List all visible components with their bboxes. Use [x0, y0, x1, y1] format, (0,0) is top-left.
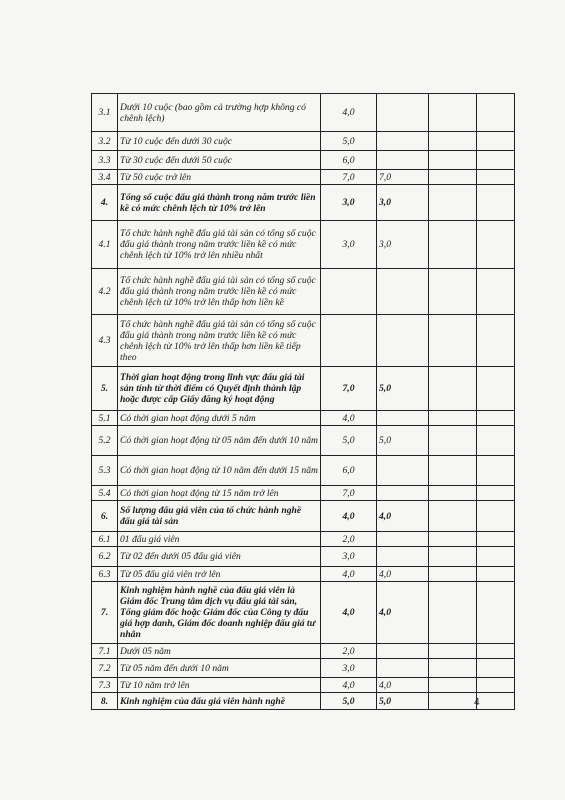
max-score-cell: 3,0 — [321, 659, 377, 678]
awarded-score-cell — [377, 151, 429, 170]
max-score-cell: 4,0 — [321, 501, 377, 532]
awarded-score-cell: 3,0 — [377, 185, 429, 221]
awarded-score-cell — [377, 547, 429, 567]
table-row — [92, 269, 515, 315]
scoring-table-body — [92, 94, 515, 710]
table-row — [92, 170, 515, 185]
criterion-text: Dưới 10 cuộc (bao gồm cả trường hợp không có chênh lệch) — [118, 94, 321, 132]
empty-cell — [477, 132, 515, 151]
max-score-cell: 5,0 — [321, 132, 377, 151]
row-number: 7. — [92, 582, 118, 644]
empty-cell — [429, 269, 477, 315]
empty-cell — [477, 185, 515, 221]
criterion-text: Từ 10 cuộc đến dưới 30 cuộc — [118, 132, 321, 151]
empty-cell — [477, 582, 515, 644]
max-score-cell: 6,0 — [321, 456, 377, 486]
max-score-cell: 7,0 — [321, 367, 377, 411]
empty-cell — [477, 269, 515, 315]
empty-cell — [429, 170, 477, 185]
page-number: 4 — [474, 697, 480, 708]
row-number: 5.3 — [92, 456, 118, 486]
table-row — [92, 185, 515, 221]
empty-cell — [477, 644, 515, 659]
empty-cell — [477, 221, 515, 269]
table-row — [92, 644, 515, 659]
criterion-text: Từ 02 đến dưới 05 đấu giá viên — [118, 547, 321, 567]
empty-cell — [477, 532, 515, 547]
criterion-text: Kinh nghiệm hành nghề của đấu giá viên là Giám đốc Trung tâm dịch vụ đấu giá tài sản, Tổng giám đốc hoặc Giám đốc của Công ty đấu giá hợp danh, Giám đốc doanh nghiệp đấu giá tư nhân — [118, 582, 321, 644]
empty-cell — [477, 501, 515, 532]
empty-cell — [429, 185, 477, 221]
row-number: 5. — [92, 367, 118, 411]
awarded-score-cell — [377, 94, 429, 132]
criterion-text: Có thời gian hoạt động từ 10 năm đến dưới 15 năm — [118, 456, 321, 486]
criterion-text: Tổng số cuộc đấu giá thành trong năm trước liền kề có mức chênh lệch từ 10% trở lên — [118, 185, 321, 221]
table-row — [92, 151, 515, 170]
empty-cell — [477, 170, 515, 185]
awarded-score-cell: 5,0 — [377, 367, 429, 411]
criterion-text: Số lượng đấu giá viên của tổ chức hành nghề đấu giá tài sản — [118, 501, 321, 532]
max-score-cell — [321, 315, 377, 367]
empty-cell — [477, 486, 515, 501]
awarded-score-cell: 5,0 — [377, 426, 429, 456]
table-row — [92, 567, 515, 582]
row-number: 4.2 — [92, 269, 118, 315]
empty-cell — [429, 315, 477, 367]
max-score-cell: 3,0 — [321, 547, 377, 567]
empty-cell — [477, 456, 515, 486]
max-score-cell: 7,0 — [321, 170, 377, 185]
empty-cell — [429, 151, 477, 170]
table-row — [92, 315, 515, 367]
empty-cell — [477, 678, 515, 693]
row-number: 5.1 — [92, 411, 118, 426]
criterion-text: Từ 05 đấu giá viên trở lên — [118, 567, 321, 582]
empty-cell — [429, 678, 477, 693]
max-score-cell: 5,0 — [321, 426, 377, 456]
criterion-text: Từ 10 năm trở lên — [118, 678, 321, 693]
awarded-score-cell: 4,0 — [377, 678, 429, 693]
empty-cell — [429, 94, 477, 132]
empty-cell — [429, 582, 477, 644]
table-row — [92, 411, 515, 426]
criterion-text: Từ 05 năm đến dưới 10 năm — [118, 659, 321, 678]
table-row — [92, 659, 515, 678]
empty-cell — [429, 501, 477, 532]
table-row — [92, 94, 515, 132]
criterion-text: Từ 30 cuộc đến dưới 50 cuộc — [118, 151, 321, 170]
empty-cell — [429, 567, 477, 582]
table-row — [92, 426, 515, 456]
max-score-cell: 2,0 — [321, 644, 377, 659]
table-row — [92, 693, 515, 710]
scoring-table — [91, 93, 515, 710]
awarded-score-cell: 4,0 — [377, 582, 429, 644]
criterion-text: Tổ chức hành nghề đấu giá tài sản có tổng số cuộc đấu giá thành trong năm trước liền kề có mức chênh lệch từ 10% trở lên thấp hơn liền kề — [118, 269, 321, 315]
criterion-text: Có thời gian hoạt động từ 15 năm trở lên — [118, 486, 321, 501]
row-number: 6.2 — [92, 547, 118, 567]
awarded-score-cell — [377, 486, 429, 501]
empty-cell — [429, 659, 477, 678]
row-number: 7.1 — [92, 644, 118, 659]
empty-cell — [429, 547, 477, 567]
row-number: 4.3 — [92, 315, 118, 367]
empty-cell — [429, 693, 477, 710]
awarded-score-cell — [377, 269, 429, 315]
criterion-text: Có thời gian hoạt động dưới 5 năm — [118, 411, 321, 426]
empty-cell — [477, 567, 515, 582]
empty-cell — [429, 532, 477, 547]
empty-cell — [477, 315, 515, 367]
table-row — [92, 456, 515, 486]
table-row — [92, 221, 515, 269]
max-score-cell: 6,0 — [321, 151, 377, 170]
empty-cell — [429, 367, 477, 411]
table-row — [92, 678, 515, 693]
table-row — [92, 582, 515, 644]
awarded-score-cell: 4,0 — [377, 567, 429, 582]
empty-cell — [477, 547, 515, 567]
max-score-cell: 3,0 — [321, 185, 377, 221]
max-score-cell — [321, 269, 377, 315]
max-score-cell: 2,0 — [321, 532, 377, 547]
empty-cell — [429, 486, 477, 501]
row-number: 3.3 — [92, 151, 118, 170]
row-number: 6.1 — [92, 532, 118, 547]
row-number: 6. — [92, 501, 118, 532]
criterion-text: Từ 50 cuộc trở lên — [118, 170, 321, 185]
row-number: 7.3 — [92, 678, 118, 693]
max-score-cell: 5,0 — [321, 693, 377, 710]
criterion-text: Có thời gian hoạt động từ 05 năm đến dưới 10 năm — [118, 426, 321, 456]
table-row — [92, 547, 515, 567]
table-row — [92, 501, 515, 532]
awarded-score-cell — [377, 132, 429, 151]
max-score-cell: 7,0 — [321, 486, 377, 501]
awarded-score-cell — [377, 644, 429, 659]
empty-cell — [429, 456, 477, 486]
table-row — [92, 532, 515, 547]
awarded-score-cell — [377, 315, 429, 367]
awarded-score-cell — [377, 659, 429, 678]
awarded-score-cell — [377, 456, 429, 486]
awarded-score-cell: 3,0 — [377, 221, 429, 269]
max-score-cell: 4,0 — [321, 567, 377, 582]
criterion-text: Kinh nghiệm của đấu giá viên hành nghề — [118, 693, 321, 710]
empty-cell — [429, 411, 477, 426]
empty-cell — [477, 659, 515, 678]
awarded-score-cell: 4,0 — [377, 501, 429, 532]
table-row — [92, 486, 515, 501]
criterion-text: Tổ chức hành nghề đấu giá tài sản có tổng số cuộc đấu giá thành trong năm trước liền kề có mức chênh lệch từ 10% trở lên nhiều nhất — [118, 221, 321, 269]
empty-cell — [429, 644, 477, 659]
criterion-text: Dưới 05 năm — [118, 644, 321, 659]
row-number: 4.1 — [92, 221, 118, 269]
awarded-score-cell: 7,0 — [377, 170, 429, 185]
row-number: 6.3 — [92, 567, 118, 582]
empty-cell — [477, 151, 515, 170]
empty-cell — [477, 94, 515, 132]
row-number: 3.4 — [92, 170, 118, 185]
empty-cell — [429, 221, 477, 269]
awarded-score-cell — [377, 411, 429, 426]
empty-cell — [429, 426, 477, 456]
empty-cell — [477, 367, 515, 411]
empty-cell — [477, 693, 515, 710]
max-score-cell: 4,0 — [321, 678, 377, 693]
max-score-cell: 4,0 — [321, 94, 377, 132]
empty-cell — [429, 132, 477, 151]
max-score-cell: 4,0 — [321, 411, 377, 426]
table-row — [92, 132, 515, 151]
row-number: 5.2 — [92, 426, 118, 456]
row-number: 8. — [92, 693, 118, 710]
row-number: 3.1 — [92, 94, 118, 132]
empty-cell — [477, 426, 515, 456]
row-number: 3.2 — [92, 132, 118, 151]
criterion-text: Thời gian hoạt động trong lĩnh vực đấu giá tài sản tính từ thời điểm có Quyết định thành lập hoặc được cấp Giấy đăng ký hoạt động — [118, 367, 321, 411]
awarded-score-cell: 5,0 — [377, 693, 429, 710]
awarded-score-cell — [377, 532, 429, 547]
row-number: 5.4 — [92, 486, 118, 501]
empty-cell — [477, 411, 515, 426]
max-score-cell: 3,0 — [321, 221, 377, 269]
criterion-text: 01 đấu giá viên — [118, 532, 321, 547]
max-score-cell: 4,0 — [321, 582, 377, 644]
table-row — [92, 367, 515, 411]
criterion-text: Tổ chức hành nghề đấu giá tài sản có tổng số cuộc đấu giá thành trong năm trước liền kề có mức chênh lệch từ 10% trở lên thấp hơn liền kề tiếp theo — [118, 315, 321, 367]
row-number: 4. — [92, 185, 118, 221]
row-number: 7.2 — [92, 659, 118, 678]
